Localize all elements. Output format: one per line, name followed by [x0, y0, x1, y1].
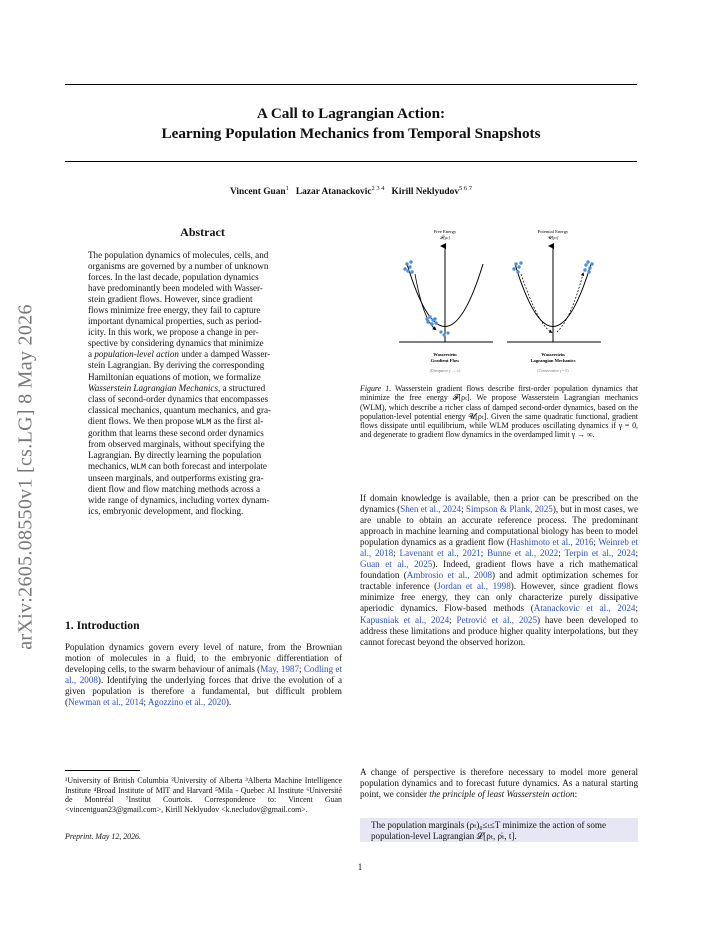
preprint-date: Preprint. May 12, 2026. [65, 832, 141, 841]
citation-link[interactable]: Agozzino et al., 2020 [147, 697, 226, 708]
abstract-line: stein gradient flows. However, since gradient [88, 294, 253, 305]
text-run: , a structured [218, 382, 266, 393]
text-run: a [88, 349, 95, 360]
top-rule [65, 84, 637, 85]
text-run: ). Identifying the underlying forces that drive the evolution of a given population is therefore a fundamental, but difficult problem ( [65, 675, 342, 708]
title-line-2: Learning Population Mechanics from Temporal Snapshots [161, 125, 541, 142]
affiliations-footnote: ¹University of British Columbia ²University of Alberta ³Alberta Machine Intelligence Institute ⁴Broad Institute of MIT and Harvard ⁵Mila - Quebec AI Institute ⁶Université de Montréal ⁷Institut Courtois. Correspondence to: Vincent Guan <vincentguan23@gmail.com>, Kirill Neklyudov <k.necludov@gmail.com>. [65, 776, 342, 814]
caption-label: Figure 1. [360, 384, 392, 393]
author-list [65, 185, 637, 197]
figure-1 [393, 224, 638, 374]
right-paragraph-2 [360, 767, 638, 800]
abstract-line: important dynamical properties, such as period- [88, 316, 262, 327]
abstract-line [88, 416, 320, 428]
text-run: ; [635, 548, 638, 559]
emphasis: the principle of least Wasserstein action [429, 789, 575, 800]
abstract-line: flows minimize free energy, they fail to capture [88, 305, 261, 316]
citation-link[interactable]: Hashimoto et al., 2016 [510, 537, 594, 548]
left-title-line-1: Wasserstein [433, 352, 457, 357]
abstract-line: from observed marginals, without specifying the [88, 438, 265, 449]
text-run: ). Indeed, gradient flows have a rich mathematical foundation ( [360, 559, 638, 581]
text-run: mechanics, [88, 460, 131, 471]
text-run: ) and admit optimization schemes for tractable inference ( [360, 570, 638, 592]
abstract-heading: Abstract [180, 225, 225, 239]
abstract-line: forces. In the last decade, population dynamics [88, 272, 259, 283]
emphasis: population-level action [94, 349, 179, 360]
footnote-rule [65, 770, 140, 771]
author-affiliation: 1 [285, 185, 289, 192]
text-run: ), but in most cases, we are unable to obtain an accurate reference process. The predominant approach in machine learning and computational biology has been to model population dynamics as a gradient flow ( [360, 504, 638, 548]
abstract-line: dient flow and flow matching methods across a [88, 483, 260, 494]
abstract-line: Hamiltonian equations of motion, we formalize [88, 371, 261, 382]
text-run: ; [593, 537, 599, 548]
figure-1-svg [393, 224, 638, 374]
text-run: under a damped Wasser- [178, 349, 271, 360]
citation-link[interactable]: Bunne et al., 2022 [487, 548, 559, 559]
intro-paragraph [65, 642, 342, 708]
intro-heading: 1. Introduction [65, 619, 140, 632]
text-run: dient flows. We then propose [88, 415, 197, 426]
text-run: ; [461, 504, 466, 515]
abstract-line: icity. In this work, we propose a change in per- [88, 327, 259, 338]
citation-link[interactable]: Terpin et al., 2024 [564, 548, 636, 559]
right-axis-label: Potential Energy [537, 229, 569, 234]
left-axis-label: Free Energy [433, 229, 457, 234]
abstract-line: ics, embryonic development, and flocking. [88, 506, 244, 517]
text-run: If domain knowledge is available, then a prior can be prescribed on the dynamics ( [360, 493, 638, 515]
citation-link[interactable]: Lavenant et al., 2021 [399, 548, 481, 559]
text-run: ). However, since gradient flows minimize free energy, they can only characterize purely dissipative aperiodic dynamics. Flow-based methods ( [360, 581, 638, 614]
citation-link[interactable]: Petrović et al., 2025 [456, 614, 538, 625]
left-panel [399, 229, 493, 373]
arxiv-sidebar [6, 262, 46, 692]
right-title-line-1: Wasserstein [541, 352, 565, 357]
citation-link[interactable]: Codling et al., 2008 [65, 664, 342, 686]
title-line-1: A Call to Lagrangian Action: [256, 105, 446, 122]
abstract-line: class of second-order dynamics that encompasses [88, 393, 269, 404]
highlight-box-text: The population marginals (ρₜ)₀≤ₜ≤T minimize the action of some population-level Lagrangian 𝓛[ρₜ, ρ̇ₜ, t]. [371, 820, 606, 841]
author-affiliation: 5 6 7 [459, 185, 473, 192]
text-run: ; [299, 664, 304, 675]
text-run: Population dynamics govern every level of nature, from the Brownian motion of molecules in a fluid, to the embryonic differentiation of developing cells, to the swarm behaviour of animals ( [65, 642, 342, 675]
abstract-line [88, 349, 320, 360]
right-panel [507, 229, 601, 373]
text-run: : [574, 789, 578, 800]
emphasis: Wasserstein Lagrangian Mechanics [88, 382, 219, 393]
citation-link[interactable]: Newman et al., 2014 [68, 697, 144, 708]
text-run: ; [393, 548, 400, 559]
left-title-line-2: Gradient Flow [430, 358, 460, 363]
paper-title [65, 104, 637, 144]
author-name: Lazar Atanackovic [295, 187, 372, 198]
abstract-line: organisms are governed by a number of unknown [88, 261, 269, 272]
abstract-line: gorithm that learns these second order dynamics [88, 427, 264, 438]
citation-link[interactable]: Atanackovic et al., 2024 [533, 603, 636, 614]
figure-caption [360, 384, 638, 440]
caption-text: Wasserstein gradient flows describe first-order population dynamics that minimize the free energy 𝓕[ρₜ]. We propose Wasserstein Lagrangian mechanics (WLM), which describe a richer class of damped second-order dynamics, based on the population-level potential energy 𝓤[ρₜ]. Given the same quadratic functional, gradient flows dissipate until equilibrium, while WLM produces oscillating dynamics if γ = 0, and degenerate to gradient flow dynamics in the overdamped limit γ → ∞. [360, 384, 638, 440]
right-title-line-2: Lagrangian Mechanics [530, 358, 576, 363]
left-axis-symbol: 𝓕[ρₜ] [439, 235, 451, 240]
author-affiliation: 2 3 4 [371, 185, 385, 192]
page-number: 1 [357, 862, 363, 872]
abstract-line: classical mechanics, quantum mechanics, and gra- [88, 404, 272, 415]
abstract-line: unseen marginals, and outperforms existing gra- [88, 472, 264, 483]
oscillation-arrow-down [521, 274, 551, 332]
abstract-line [88, 383, 320, 394]
code-text: WLM [130, 461, 147, 472]
author-name: Vincent Guan [229, 187, 286, 198]
text-run: ; [558, 548, 565, 559]
abstract-line: wide range of dynamics, including vortex dynam- [88, 495, 270, 506]
left-note: (Dissipative γ → ∞) [429, 369, 461, 373]
text-run: ; [143, 697, 148, 708]
text-run: A change of perspective is therefore necessary to model more general population dynamics and to forecast future dynamics. As a natural starting point, we consider [360, 767, 638, 800]
text-run: ) have been developed to address these limitations and produce higher quality interpolations, but they cannot forecast beyond the observed horizon. [360, 614, 638, 647]
abstract-line: stein Lagrangian. By deriving the corresponding [88, 360, 265, 371]
right-axis-symbol: 𝓤[ρₜ] [547, 235, 559, 240]
title-bottom-rule [65, 161, 637, 162]
citation-link[interactable]: Simpson & Plank, 2025 [465, 504, 553, 515]
abstract-line: have predominantly been modeled with Wasser- [88, 283, 263, 294]
citation-link[interactable]: Jordan et al., 1998 [437, 581, 511, 592]
abstract-body [88, 250, 320, 517]
text-run: ; [635, 603, 639, 614]
right-paragraph-1 [360, 493, 638, 648]
author-name: Kirill Neklyudov [391, 187, 460, 198]
particle-cluster [403, 260, 449, 336]
abstract-line [88, 461, 320, 473]
abstract-line: The population dynamics of molecules, cells, and [88, 250, 269, 260]
citation-link[interactable]: May, 1987 [260, 664, 300, 675]
text-run: ). [225, 697, 232, 708]
citation-link[interactable]: Weinreb et al., 2018 [360, 537, 638, 559]
text-run: can both forecast and interpolate [146, 460, 267, 471]
right-note: (Conservative γ = 0) [537, 369, 569, 373]
code-text: WLM [196, 416, 212, 427]
citation-link[interactable]: Shen et al., 2024 [400, 504, 462, 515]
abstract-line: Lagrangian. By directly learning the population [88, 449, 262, 460]
citation-link[interactable]: Ambrosio et al., 2008 [406, 570, 493, 581]
citation-link[interactable]: Kapusniak et al., 2024 [360, 614, 450, 625]
arxiv-identifier: arXiv:2605.08550v1 [cs.LG] 8 May 2026 [14, 304, 37, 650]
text-run: ; [480, 548, 488, 559]
citation-link[interactable]: Guan et al., 2025 [360, 559, 433, 570]
text-run: as the first al- [211, 415, 264, 426]
text-run: ; [449, 614, 457, 625]
abstract-line: spective by considering dynamics that minimize [88, 338, 264, 349]
